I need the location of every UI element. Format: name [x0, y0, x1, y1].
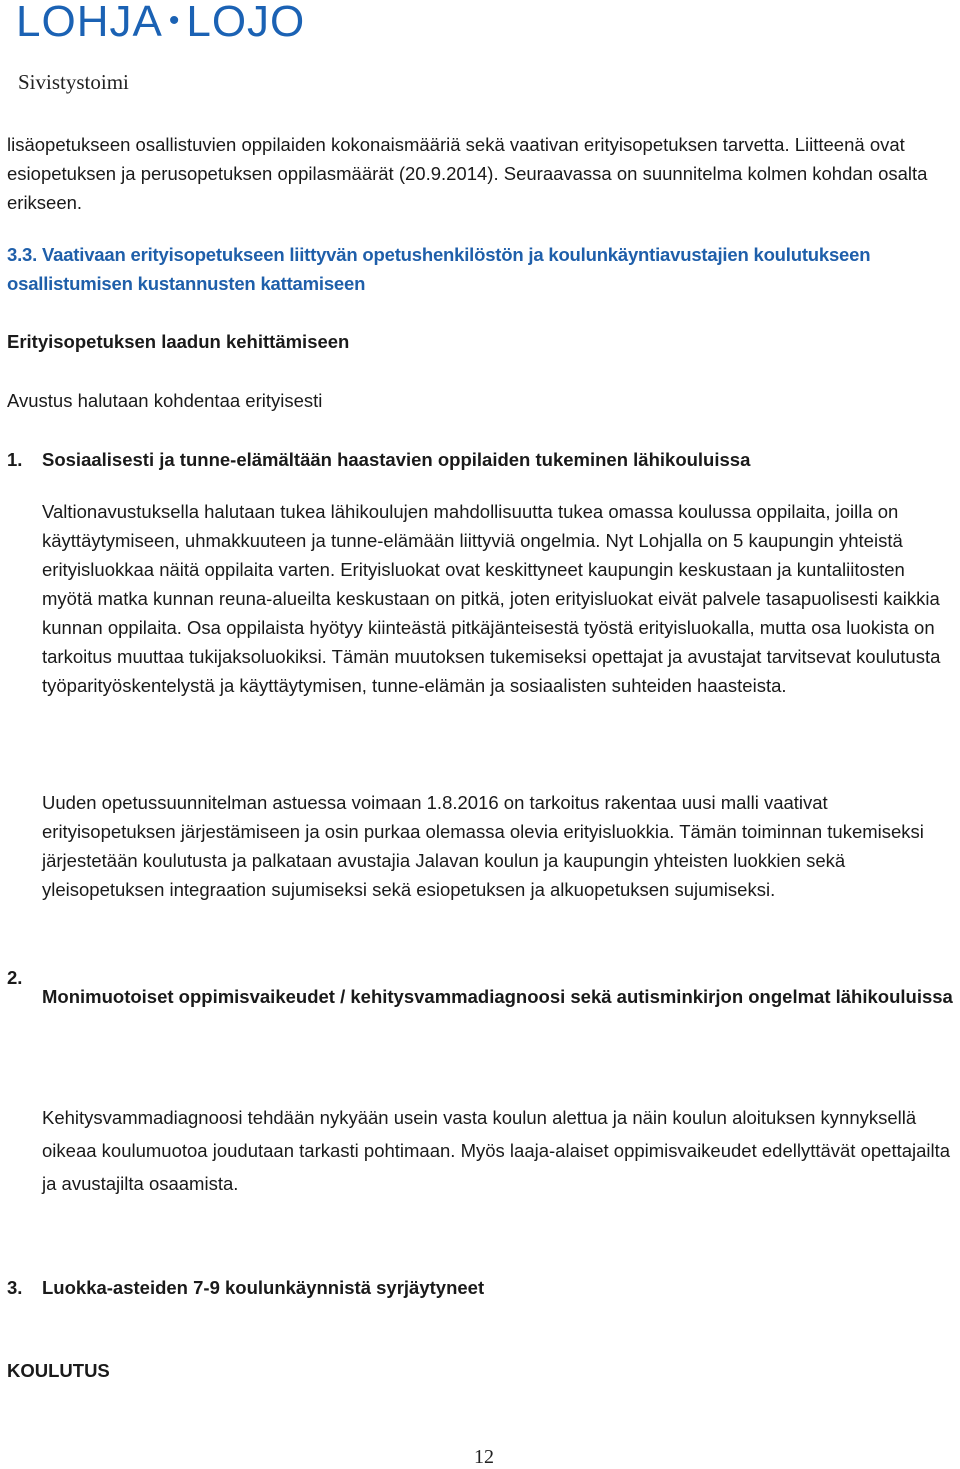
logo-lojo: LOJO — [186, 0, 306, 46]
lohja-lojo-logo — [16, 0, 305, 46]
avustus-line: Avustus halutaan kohdentaa erityisesti — [7, 390, 323, 411]
subheading: Erityisopetuksen laadun kehittämiseen — [7, 331, 350, 352]
intro-paragraph: lisäopetukseen osallistuvien oppilaiden kokonaismääriä sekä vaativan erityisopetuksen tarvetta. Liitteenä ovat esiopetuksen ja perusopetuksen oppilasmäärät (20.9.2014). Seuraavassa on suunnitelma kolmen kohdan osalta erikseen. — [7, 134, 928, 213]
logo-dot: • — [168, 4, 181, 38]
item3-title: Luokka-asteiden 7-9 koulunkäynnistä syrjäytyneet — [42, 1277, 485, 1298]
page-number: 12 — [474, 1446, 494, 1468]
item1-paragraph-1: Valtionavustuksella halutaan tukea lähikoulujen mahdollisuutta tukea omassa koulussa oppilaita, joilla on käyttäytymiseen, uhmakkuuteen ja tunne-elämään liittyviä ongelmia. Nyt Lohjalla on 5 kaupungin yhteistä erityisluokkaa näitä oppilaita varten. Erityisluokat ovat keskittyneet kaupungin keskustaan ja kuntaliitosten myötä matka kunnan reuna-alueilta keskustaan on pitkä, joten erityisluokat eivät palvele tasapuolisesti kaikkia kunnan oppilaita. Osa oppilaista hyötyy kiinteästä pitkäjänteisestä työstä erityisluokalla, mutta osa luokista on tarkoitus muuttaa tukijaksoluokiksi. Tämän muutoksen tukemiseksi opettajat ja avustajat tarvitsevat koulutusta työparityöskentelystä ja käyttäytymisen, tunne-elämän ja sosiaalisten suhteiden haasteista. — [42, 501, 941, 696]
item2-paragraph: Kehitysvammadiagnoosi tehdään nykyään usein vasta koulun alettua ja näin koulun aloituksen kynnyksellä oikeaa koulumuotoa joudutaan tarkasti pohtimaan. Myös laaja-alaiset oppimisvaikeudet edellyttävät opettajailta ja avustajilta osaamista. — [42, 1107, 951, 1194]
item1-number: 1. — [7, 449, 23, 470]
item1-title: Sosiaalisesti ja tunne-elämältään haastavien oppilaiden tukeminen lähikouluissa — [42, 449, 751, 470]
section-heading: 3.3. Vaativaan erityisopetukseen liittyvän opetushenkilöstön ja koulunkäyntiavustajien koulutukseen osallistumisen kustannusten kattamiseen — [7, 244, 871, 294]
item3-number: 3. — [7, 1277, 23, 1298]
logo-lohja: LOHJA — [16, 0, 163, 46]
item2-title: Monimuotoiset oppimisvaikeudet / kehitysvammadiagnoosi sekä autisminkirjon ongelmat lähikouluissa — [42, 985, 953, 1007]
koulutus-heading: KOULUTUS — [7, 1360, 110, 1381]
department-name: Sivistystoimi — [18, 70, 129, 94]
item2-number: 2. — [7, 967, 23, 988]
item1-paragraph-2: Uuden opetussuunnitelman astuessa voimaan 1.8.2016 on tarkoitus rakentaa uusi malli vaativat erityisopetuksen järjestämiseen ja osin purkaa olemassa olevia erityisluokkia. Tämän toiminnan tukemiseksi järjestetään koulutusta ja palkataan avustajia Jalavan koulun ja kaupungin yhteisten luokkien sekä yleisopetuksen integraation sujumiseksi sekä esiopetuksen ja alkuopetuksen sujumiseksi. — [42, 792, 924, 900]
